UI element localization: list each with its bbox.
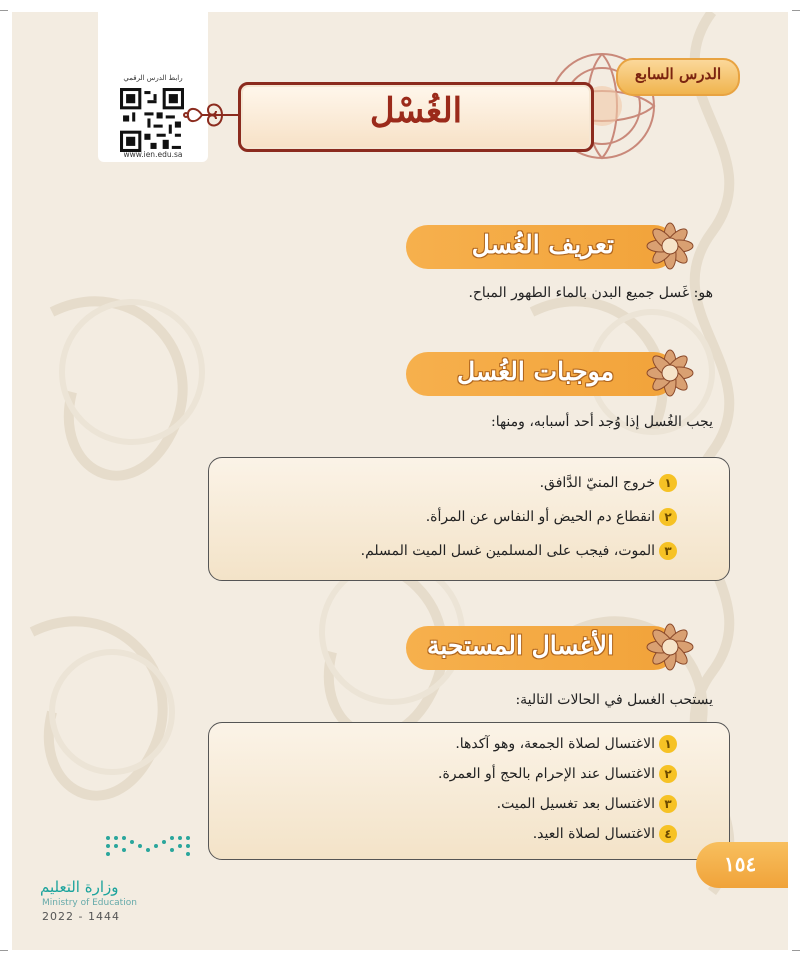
list-item [426,508,677,526]
ministry-logo [42,832,212,922]
list-number: ٢ [659,508,677,526]
list-item [455,735,677,753]
qr-code-icon[interactable] [120,88,184,152]
section-heading-label: موجبات الغُسل [456,357,614,386]
list-item-text: انقطاع دم الحيض أو النفاس عن المرأة. [425,509,655,525]
rosette-icon [644,347,696,399]
crop-mark [0,950,8,951]
definition-text: هو: غَسل جميع البدن بالماء الطهور المباح. [468,285,713,301]
list-item-text: الاغتسال عند الإحرام بالحج أو العمرة. [438,766,655,782]
obligations-list-box [208,457,730,581]
list-number: ١ [659,474,677,492]
obligations-intro: يجب الغُسل إذا وُجد أحد أسبابه، ومنها: [490,414,713,430]
crop-mark [792,10,800,11]
list-item [533,825,677,843]
section-heading-definition [406,225,676,269]
crop-mark [792,950,800,951]
rosette-icon [644,220,696,272]
list-item [361,542,677,560]
recommended-list-box [208,722,730,860]
textbook-page [12,12,788,950]
list-item [540,474,677,492]
list-item-text: الموت، فيجب على المسلمين غسل الميت المسلم. [360,543,655,559]
lesson-title: الغُسْل [369,91,463,131]
qr-code-panel[interactable] [98,12,208,162]
list-item-text: خروج المنيّ الدَّافق. [539,475,655,491]
page-number: ١٥٤ [724,852,757,876]
list-item-text: الاغتسال لصلاة العيد. [532,826,655,842]
section-heading-obligations [406,352,676,396]
list-item [497,795,677,813]
crop-mark [0,10,8,11]
lesson-number-tag [616,58,740,96]
list-number: ٢ [659,765,677,783]
list-number: ٤ [659,825,677,843]
page-number-tab [696,842,788,888]
qr-url[interactable]: www.ien.edu.sa [123,150,183,159]
lesson-number-label: الدرس السابع [634,65,722,83]
list-number: ٣ [659,542,677,560]
section-heading-label: تعريف الغُسل [471,230,614,259]
list-item-text: الاغتسال بعد تغسيل الميت. [496,796,655,812]
edition-year: 2022 - 1444 [42,910,120,923]
lesson-title-box [238,82,594,152]
ministry-name-english: Ministry of Education [42,898,137,908]
section-heading-recommended [406,626,676,670]
ministry-dots-logo-icon [98,832,198,862]
section-heading-label: الأغسال المستحبة [426,631,614,660]
list-item-text: الاغتسال لصلاة الجمعة، وهو آكدها. [455,736,655,752]
list-number: ١ [659,735,677,753]
ministry-name-arabic: وزارة التعليم [40,878,119,896]
qr-caption: رابط الدرس الرقمي [123,74,183,82]
list-number: ٣ [659,795,677,813]
rosette-icon [644,621,696,673]
list-item [438,765,677,783]
recommended-intro: يستحب الغسل في الحالات التالية: [515,692,713,708]
flourish-ornament-icon [182,92,240,138]
